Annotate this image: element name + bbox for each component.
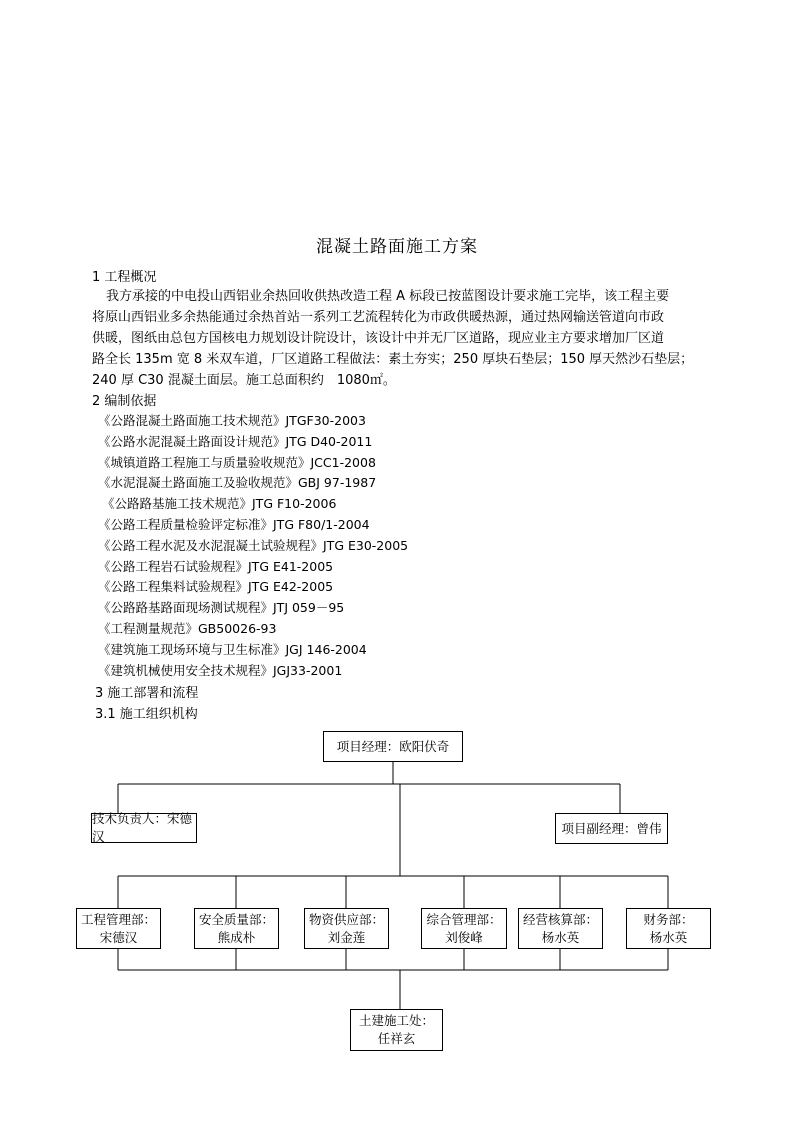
org-node-label: 技术负责人：宋德汉 (92, 811, 193, 844)
department-person: 熊成朴 (217, 929, 256, 945)
department-person: 杨水英 (541, 929, 580, 945)
org-node-department (76, 908, 161, 949)
reference-item: 《水泥混凝土路面施工及验收规范》GBJ 97-1987 (98, 475, 377, 490)
department-person: 杨水英 (649, 929, 688, 945)
paragraph-line: 供暖，图纸由总包方国核电力规划设计院设计，该设计中并无厂区道路，现应业主方要求增加厂区道 (92, 331, 665, 346)
department-name: 经营核算部： (522, 911, 598, 927)
page-title: 混凝土路面施工方案 (316, 237, 478, 257)
org-node-department (194, 908, 279, 949)
org-node-deputy-manager (555, 813, 668, 844)
department-name: 综合管理部： (426, 911, 502, 927)
paragraph-line: 路全长 135m 宽 8 米双车道，厂区道路工程做法：素土夯实；250 厚块石垫层；150 厚天然沙石垫层； (92, 352, 694, 367)
department-person: 任祥玄 (377, 1031, 416, 1046)
org-node-project-manager (323, 731, 463, 762)
paragraph-line: 240 厚 C30 混凝土面层。施工总面积约 1080㎡。 (92, 373, 396, 388)
department-name: 安全质量部： (198, 911, 274, 927)
department-name: 工程管理部： (80, 911, 156, 927)
reference-item: 《公路水泥混凝土路面设计规范》JTG D40-2011 (98, 434, 373, 449)
org-node-label: 项目副经理：曾伟 (561, 820, 662, 836)
org-node-department (421, 908, 507, 949)
reference-item: 《建筑机械使用安全技术规程》JGJ33-2001 (98, 663, 343, 678)
org-node-department (626, 908, 711, 949)
reference-item: 《公路工程质量检验评定标准》JTG F80/1-2004 (98, 517, 370, 532)
paragraph-line: 将原山西铝业多余热能通过余热首站一系列工艺流程转化为市政供暖热源，通过热网输送管道向市政 (92, 310, 665, 325)
department-name: 物资供应部： (308, 911, 384, 927)
department-person: 刘俊峰 (445, 929, 483, 945)
reference-item: 《公路路基路面现场测试规程》JTJ 059－95 (98, 600, 345, 615)
reference-item: 《工程测量规范》GB50026-93 (98, 621, 277, 636)
department-person: 刘金莲 (327, 929, 366, 945)
section-3-1-heading: 3.1 施工组织机构 (95, 707, 198, 722)
org-node-technical-lead (91, 813, 197, 843)
org-node-department (304, 908, 389, 949)
section-3-heading: 3 施工部署和流程 (95, 686, 199, 701)
paragraph-line: 我方承接的中电投山西铝业余热回收供热改造工程 A 标段已按蓝图设计要求施工完毕，该工程主要 (106, 289, 670, 304)
reference-item: 《建筑施工现场环境与卫生标准》JGJ 146-2004 (98, 642, 367, 657)
reference-item: 《公路工程集料试验规程》JTG E42-2005 (98, 579, 334, 594)
section-2-heading: 2 编制依据 (92, 394, 157, 409)
reference-item: 《城镇道路工程施工与质量验收规范》JCC1-2008 (98, 455, 376, 470)
org-node-construction-office (350, 1009, 443, 1051)
section-1-heading: 1 工程概况 (92, 270, 157, 285)
org-node-department (518, 908, 603, 949)
reference-item: 《公路路基施工技术规范》JTG F10-2006 (102, 496, 337, 511)
department-name: 土建施工处： (358, 1013, 434, 1028)
reference-item: 《公路工程水泥及水泥混凝土试验规程》JTG E30-2005 (98, 538, 409, 553)
department-person: 宋德汉 (99, 929, 138, 945)
reference-item: 《公路工程岩石试验规程》JTG E41-2005 (98, 559, 334, 574)
reference-item: 《公路混凝土路面施工技术规范》JTGF30-2003 (98, 413, 366, 428)
department-name: 财务部： (643, 911, 694, 927)
org-node-label: 项目经理：欧阳伏奇 (336, 738, 450, 754)
